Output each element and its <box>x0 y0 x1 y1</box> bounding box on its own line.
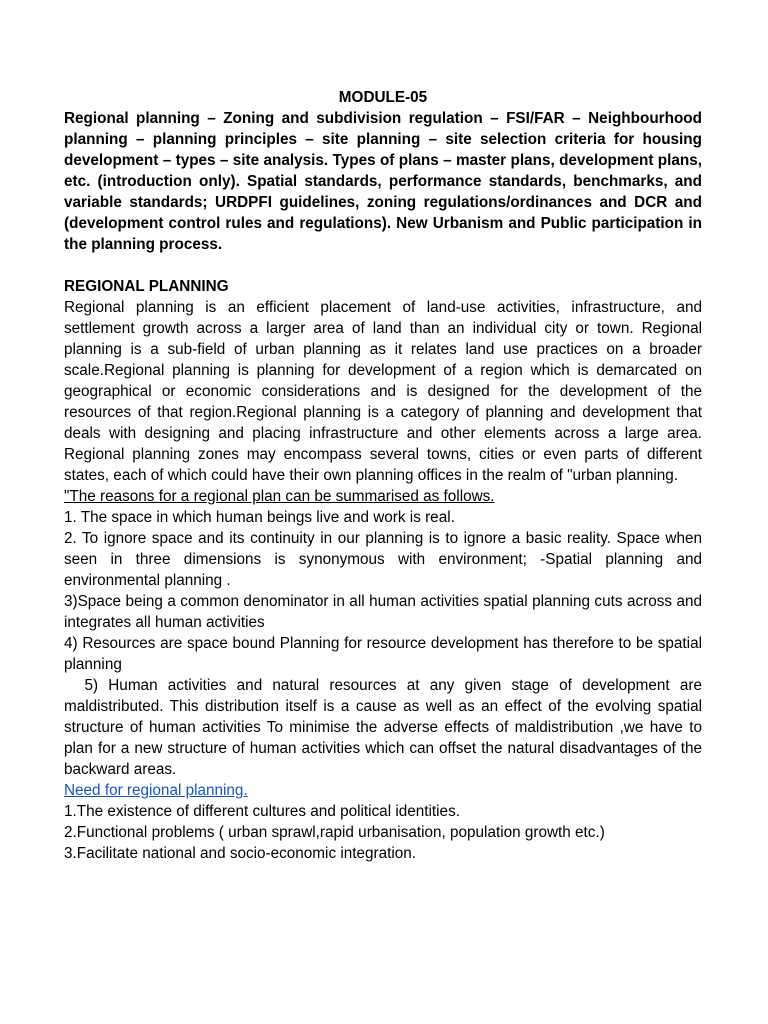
reason-item: 5) Human activities and natural resources at any given stage of development are maldistributed. This distribution itself is a cause as well as an effect of the evolving spatial structure of human activities To minimise the adverse effects of maldistribution ,we have to plan for a new structure of human activities which can offset the natural disadvantages of the backward areas. <box>64 677 702 778</box>
reason-item: 2. To ignore space and its continuity in our planning is to ignore a basic reality. Space when seen in three dimensions is synonymous with environment; -Spatial planning and environmental planning . <box>64 530 702 589</box>
syllabus-intro: Regional planning – Zoning and subdivision regulation – FSI/FAR – Neighbourhood planning – planning principles – site planning – site selection criteria for housing development – types – site analysis. Types of plans – master plans, development plans, etc. (introduction only). Spatial standards, performance standards, benchmarks, and variable standards; URDPFI guidelines, zoning regulations/ordinances and DCR and (development control rules and regulations). New Urbanism and Public participation in the planning process. <box>64 110 702 253</box>
reason-item: 4) Resources are space bound Planning for resource development has therefore to be spatial planning <box>64 635 702 673</box>
need-item: 3.Facilitate national and socio-economic integration. <box>64 845 417 862</box>
spacer <box>64 255 702 276</box>
reason-item: 3)Space being a common denominator in all human activities spatial planning cuts across and integrates all human activities <box>64 593 702 631</box>
need-item: 1.The existence of different cultures and political identities. <box>64 803 460 820</box>
need-item: 2.Functional problems ( urban sprawl,rapid urbanisation, population growth etc.) <box>64 824 605 841</box>
document-page <box>64 87 702 864</box>
definition-paragraph: Regional planning is an efficient placement of land-use activities, infrastructure, and settlement growth across a larger area of land than an individual city or town. Regional planning is a sub-field of urban planning as it relates land use practices on a broader scale.Regional planning is planning for development of a region which is demarcated on geographical or economic considerations and is designed for the development of the resources of that region.Regional planning is a category of planning and development that deals with designing and placing infrastructure and other elements across a large area. Regional planning zones may encompass several towns, cities or even parts of different states, each of which could have their own planning offices in the realm of "urban planning. <box>64 299 702 484</box>
module-title: MODULE-05 <box>338 89 428 106</box>
need-heading-link[interactable]: Need for regional planning. <box>64 782 248 799</box>
reasons-heading: "The reasons for a regional plan can be summarised as follows. <box>64 488 495 505</box>
reason-item: 1. The space in which human beings live and work is real. <box>64 509 455 526</box>
section-heading: REGIONAL PLANNING <box>64 278 229 295</box>
